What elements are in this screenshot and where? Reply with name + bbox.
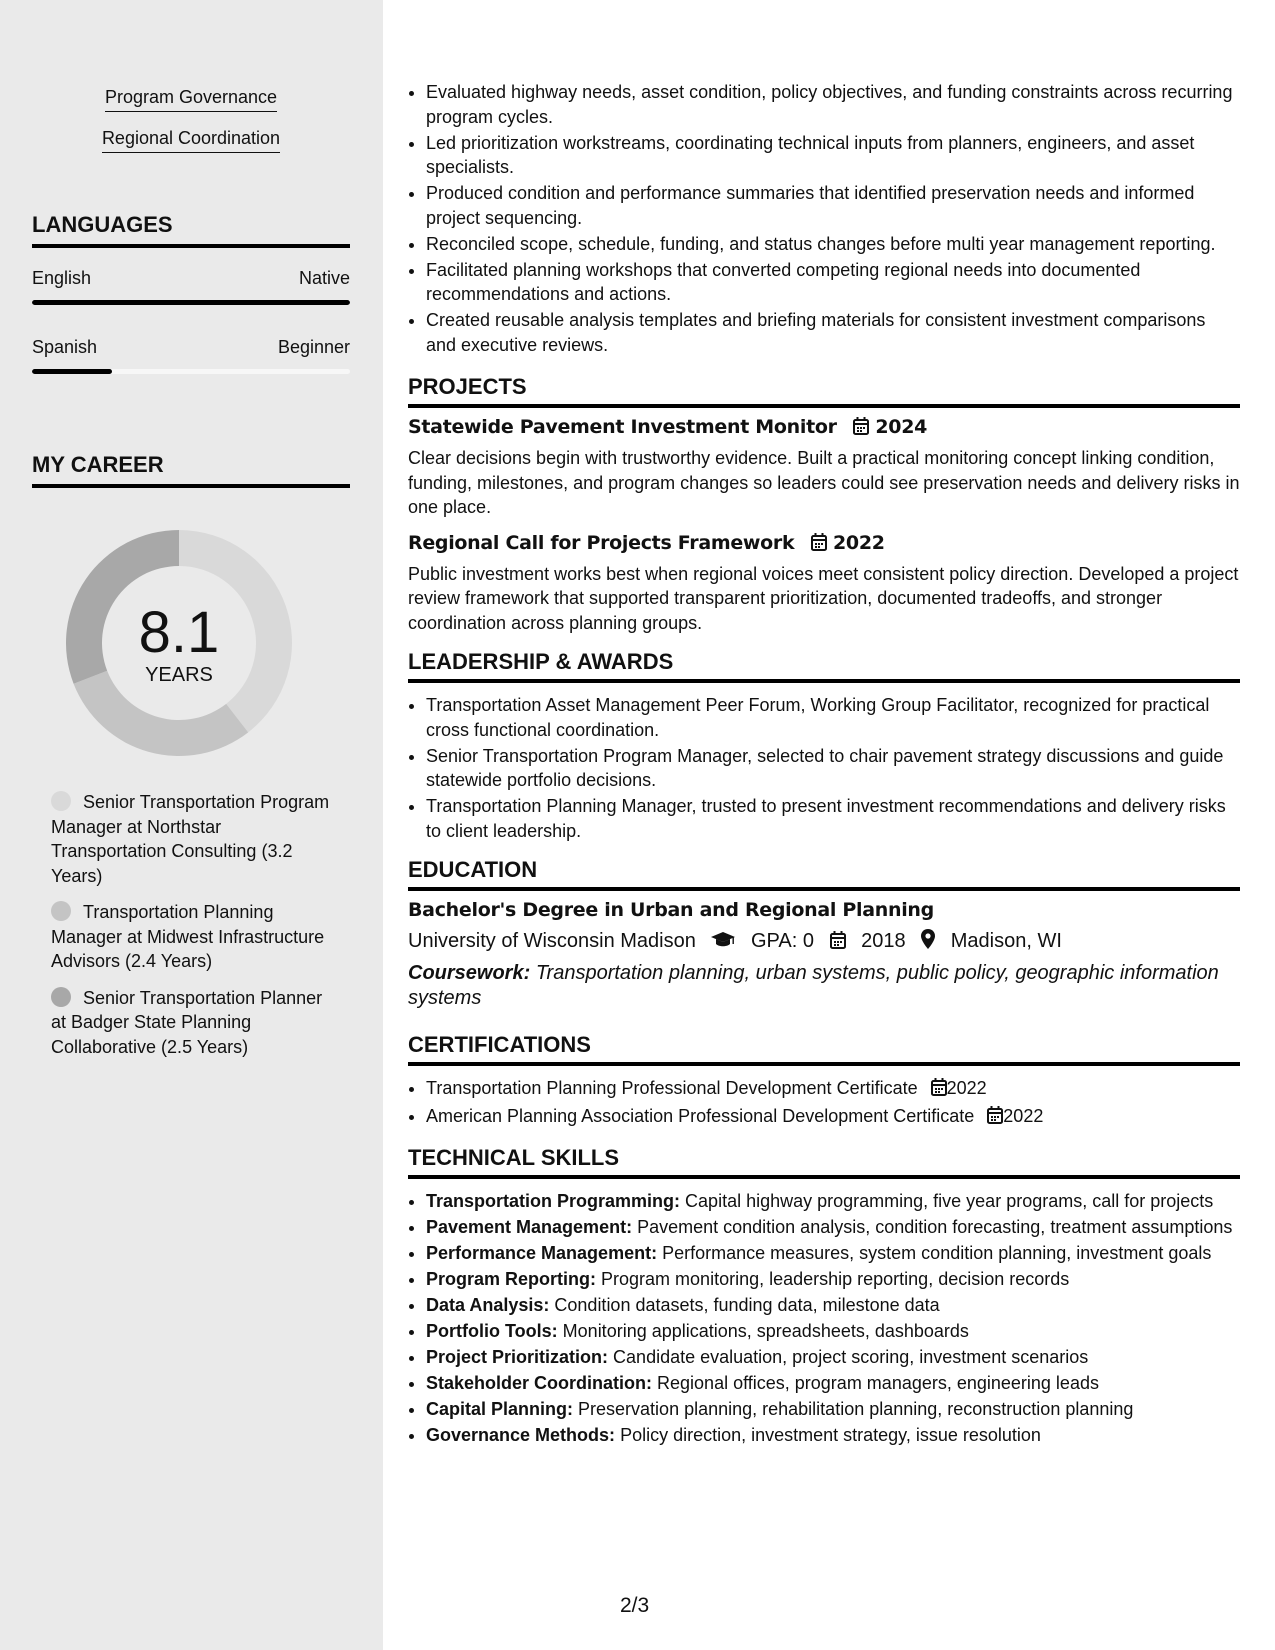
project-title: Statewide Pavement Investment Monitor <box>408 416 837 438</box>
technical-skills-heading: TECHNICAL SKILLS <box>408 1145 1240 1179</box>
experience-bullet: • Led prioritization workstreams, coordinating technical inputs from planners, engineers, and asset specialists. <box>426 131 1240 180</box>
legend-dot <box>51 987 71 1007</box>
page-number: 2/3 <box>620 1594 650 1617</box>
language-proficiency-fill <box>32 369 112 374</box>
location-pin-icon <box>921 929 935 957</box>
skill-item <box>426 1267 1240 1292</box>
leadership-item: • Senior Transportation Program Manager, selected to chair pavement strategy discussions and guide statewide portfolio decisions. <box>426 744 1240 793</box>
skill-label: Transportation Programming: <box>426 1190 681 1211</box>
skill-tag: Program Governance <box>105 87 277 112</box>
skill-item <box>426 1345 1240 1370</box>
calendar-icon <box>853 417 869 440</box>
skill-item <box>426 1241 1240 1266</box>
language-proficiency-bar <box>32 300 350 305</box>
sidebar <box>0 0 383 1650</box>
education-location: Madison, WI <box>950 930 1062 952</box>
language-row <box>32 268 350 289</box>
certifications-list <box>408 1076 1240 1131</box>
project-item <box>408 532 1240 636</box>
career-role <box>51 790 341 888</box>
skill-item <box>426 1189 1240 1214</box>
calendar-icon <box>931 1078 947 1103</box>
skill-value: Candidate evaluation, project scoring, investment scenarios <box>613 1346 1089 1367</box>
coursework-text: Transportation planning, urban systems, public policy, geographic information systems <box>408 962 1219 1009</box>
skill-tag: Regional Coordination <box>102 128 280 153</box>
education-year: 2018 <box>861 930 906 952</box>
certification-name: American Planning Association Professional Development Certificate <box>426 1106 975 1126</box>
skill-label: Pavement Management: <box>426 1216 633 1237</box>
career-legend <box>51 790 341 1071</box>
legend-dot <box>51 901 71 921</box>
career-total-years: 8.1 <box>138 600 220 665</box>
certifications-heading: CERTIFICATIONS <box>408 1032 1240 1066</box>
main-content <box>408 0 1240 1449</box>
experience-bullet: • Reconciled scope, schedule, funding, and status changes before multi year management reporting. <box>426 232 1240 257</box>
skill-label: Performance Management: <box>426 1242 658 1263</box>
project-description: Clear decisions begin with trustworthy evidence. Built a practical monitoring concept linking condition, funding, milestones, and program changes so leaders could see preservation needs and delivery risks in one place. <box>408 448 1240 517</box>
leadership-list <box>408 693 1240 843</box>
education-meta <box>408 927 1240 957</box>
skill-value: Monitoring applications, spreadsheets, dashboards <box>562 1320 969 1341</box>
skill-value: Pavement condition analysis, condition forecasting, treatment assumptions <box>637 1216 1233 1237</box>
skill-label: Capital Planning: <box>426 1398 574 1419</box>
skill-item <box>426 1423 1240 1448</box>
career-role <box>51 986 341 1060</box>
project-title-row <box>408 532 1240 556</box>
skill-item <box>426 1371 1240 1396</box>
skill-item <box>426 1215 1240 1240</box>
skill-value: Capital highway programming, five year programs, call for projects <box>685 1190 1214 1211</box>
skill-item <box>426 1397 1240 1422</box>
leadership-item: • Transportation Planning Manager, trusted to present investment recommendations and delivery risks to client leadership. <box>426 794 1240 843</box>
project-description: Public investment works best when regional voices meet consistent policy direction. Developed a project review framework that supported transparent prioritization, documented tradeoffs, and stronger coordination across planning groups. <box>408 563 1239 633</box>
calendar-icon <box>987 1106 1003 1131</box>
skill-value: Preservation planning, rehabilitation planning, reconstruction planning <box>578 1398 1134 1419</box>
skill-tags <box>32 87 350 169</box>
certification-name: Transportation Planning Professional Development Certificate <box>426 1078 918 1098</box>
career-role-text: Transportation Planning Manager at Midwest Infrastructure Advisors (2.4 Years) <box>51 902 325 971</box>
projects-heading: PROJECTS <box>408 374 1240 408</box>
technical-skills-list <box>408 1189 1240 1448</box>
education-gpa: GPA: 0 <box>751 930 814 952</box>
project-title: Regional Call for Projects Framework <box>408 531 795 554</box>
skill-value: Condition datasets, funding data, milestone data <box>554 1294 940 1315</box>
career-years-unit: YEARS <box>145 664 213 686</box>
skill-label: Portfolio Tools: <box>426 1320 558 1341</box>
education-heading: EDUCATION <box>408 857 1240 891</box>
project-title-row <box>408 416 1240 440</box>
skill-label: Stakeholder Coordination: <box>426 1372 653 1393</box>
education-coursework <box>408 961 1240 1010</box>
career-donut-chart <box>66 530 292 756</box>
leadership-heading: LEADERSHIP & AWARDS <box>408 649 1240 683</box>
skill-item <box>426 1319 1240 1344</box>
project-year: 2024 <box>875 416 928 438</box>
experience-bullet: • Created reusable analysis templates and briefing materials for consistent investment comparisons and executive reviews. <box>426 308 1240 357</box>
career-role <box>51 900 341 974</box>
language-name: Spanish <box>32 337 98 357</box>
calendar-icon <box>811 533 827 556</box>
experience-bullet: • Evaluated highway needs, asset condition, policy objectives, and funding constraints across recurring program cycles. <box>426 80 1240 129</box>
language-level: Native <box>298 268 350 288</box>
skill-label: Program Reporting: <box>426 1268 597 1289</box>
skill-value: Performance measures, system condition planning, investment goals <box>662 1242 1212 1263</box>
experience-bullet: • Facilitated planning workshops that converted competing regional needs into documented recommendations and actions. <box>426 258 1240 307</box>
skill-value: Policy direction, investment strategy, issue resolution <box>620 1424 1041 1445</box>
language-row <box>32 337 350 358</box>
skill-item <box>426 1293 1240 1318</box>
project-year: 2022 <box>833 531 885 554</box>
skill-label: Governance Methods: <box>426 1424 616 1445</box>
calendar-icon <box>830 929 846 957</box>
experience-bullets <box>408 80 1240 357</box>
language-proficiency-fill <box>32 300 350 305</box>
languages-heading: LANGUAGES <box>32 212 350 248</box>
coursework-label: Coursework: <box>408 962 531 984</box>
career-heading: MY CAREER <box>32 452 350 488</box>
career-role-text: Senior Transportation Planner at Badger State Planning Collaborative (2.5 Years) <box>51 987 323 1057</box>
skill-value: Regional offices, program managers, engineering leads <box>657 1372 1099 1393</box>
career-role-text: Senior Transportation Program Manager at Northstar Transportation Consulting (3.2 Years) <box>51 792 330 886</box>
language-name: English <box>32 268 92 288</box>
experience-bullet: • Produced condition and performance summaries that identified preservation needs and informed project sequencing. <box>426 181 1240 230</box>
education-school: University of Wisconsin Madison <box>408 930 696 952</box>
certification-item <box>426 1076 1240 1103</box>
legend-dot <box>51 791 71 811</box>
skill-label: Project Prioritization: <box>426 1346 609 1367</box>
graduation-cap-icon <box>711 929 735 957</box>
leadership-item: • Transportation Asset Management Peer Forum, Working Group Facilitator, recognized for practical cross functional coordination. <box>426 693 1240 742</box>
certification-item <box>426 1104 1240 1131</box>
skill-value: Program monitoring, leadership reporting, decision records <box>601 1268 1070 1289</box>
certification-year: 2022 <box>1003 1106 1044 1126</box>
project-item <box>408 416 1240 520</box>
certification-year: 2022 <box>946 1078 987 1098</box>
education-degree: Bachelor's Degree in Urban and Regional Planning <box>408 899 934 921</box>
language-proficiency-bar <box>32 369 350 374</box>
skill-label: Data Analysis: <box>426 1294 550 1315</box>
language-level: Beginner <box>277 337 350 357</box>
